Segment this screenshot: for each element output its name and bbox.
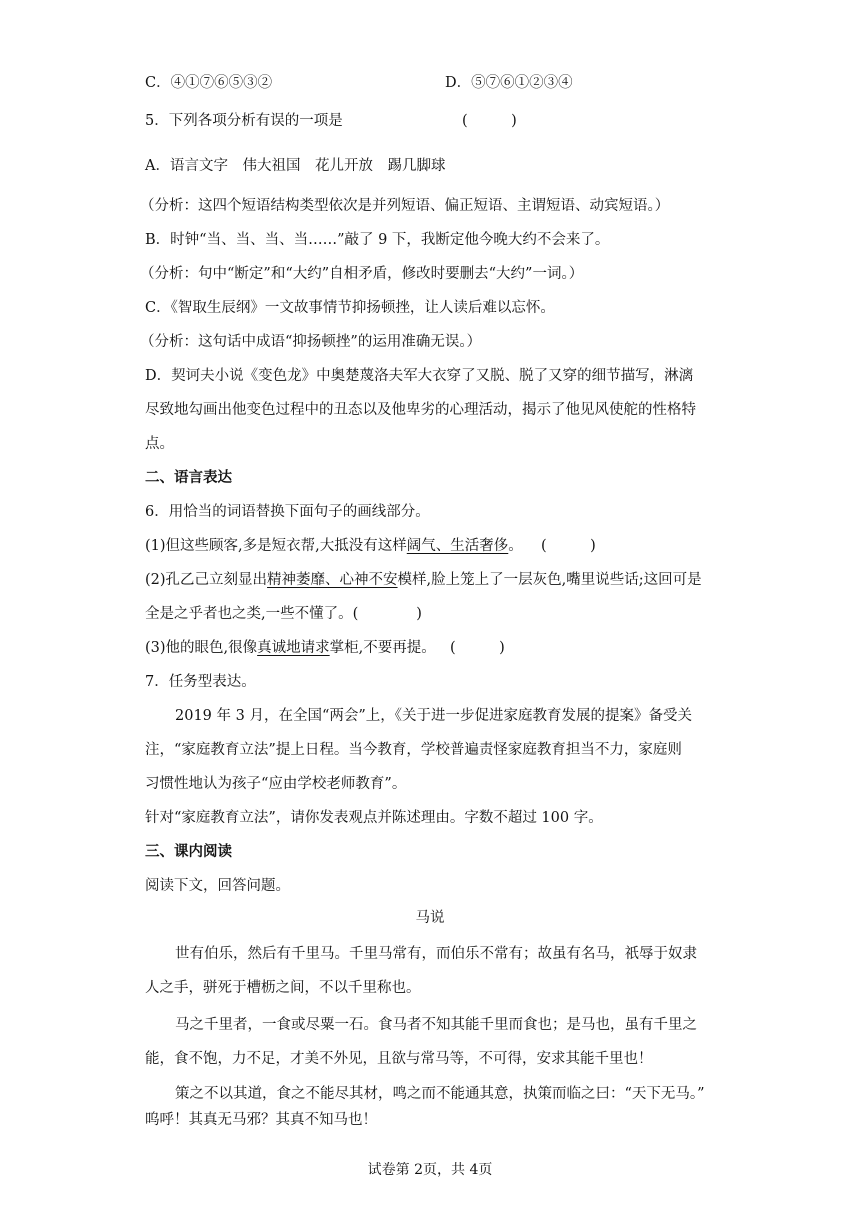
q5-option-b-note: （分析：句中“断定”和“大约”自相矛盾，修改时要删去“大约”一词。） — [140, 266, 584, 282]
reading-paragraph-line: 能，食不饱，力不足，才美不外见，且欲与常马等，不可得，安求其能千里也！ — [145, 1051, 653, 1067]
q5-option-d-line: D．契诃夫小说《变色龙》中奥楚蔑洛夫军大衣穿了又脱、脱了又穿的细节描写，淋漓 — [145, 368, 694, 384]
reading-paragraph-line: 呜呼！其真无马邪？其真不知马也！ — [145, 1112, 377, 1128]
reading-paragraph-line: 策之不以其道，食之不能尽其材，鸣之而不能通其意，执策而临之曰：“天下无马。” — [175, 1086, 705, 1102]
q6-sentence-1 — [145, 536, 523, 556]
q6-s3-text-end: 掌柜,不要再提。 — [329, 640, 436, 656]
section-heading-in-class-reading: 三、课内阅读 — [145, 843, 232, 860]
section-heading-language-expression: 二、语言表达 — [145, 469, 232, 486]
q6-s1-text: (1)但这些顾客,多是短衣帮,大抵没有这样 — [145, 538, 407, 554]
q6-s2-underlined: 精神萎靡、心神不安 — [267, 572, 398, 588]
reading-intro: 阅读下文，回答问题。 — [145, 878, 290, 894]
q6-s2-text: (2)孔乙己立刻显出 — [145, 572, 268, 588]
q5-answer-paren: ( ) — [462, 113, 517, 129]
q6-s1-underlined: 阔气、生活奢侈 — [406, 538, 509, 554]
q5-option-a-note: （分析：这四个短语结构类型依次是并列短语、偏正短语、主谓短语、动宾短语。） — [140, 198, 670, 214]
q4-option-d: D．⑤⑦⑥①②③④ — [445, 75, 573, 91]
reading-paragraph-line: 马之千里者，一食或尽粟一石。食马者不知其能千里而食也；是马也，虽有千里之 — [175, 1017, 697, 1033]
q5-option-c-note: （分析：这句话中成语“抑扬顿挫”的运用准确无误。） — [140, 334, 482, 350]
q5-option-a: A．语言文字 伟大祖国 花儿开放 踢几脚球 — [145, 158, 446, 174]
q5-option-b: B．时钟“当、当、当、当……”敲了 9 下，我断定他今晚大约不会来了。 — [145, 232, 610, 248]
q6-s2-text-end: 模样,脸上笼上了一层灰色,嘴里说些话;这回可是 — [397, 572, 702, 588]
q7-stem: 7．任务型表达。 — [145, 674, 256, 690]
q4-option-c: C．④①⑦⑥⑤③② — [145, 75, 273, 91]
q6-s3-answer-paren: ( ) — [450, 640, 505, 656]
q5-stem: 5．下列各项分析有误的一项是 — [145, 113, 343, 129]
q6-s1-answer-paren: ( ) — [541, 538, 596, 554]
q5-option-d-line: 尽致地勾画出他变色过程中的丑态以及他卑劣的心理活动，揭示了他见风使舵的性格特 — [145, 402, 696, 418]
q6-s1-text-end: 。 — [508, 538, 523, 554]
q7-task: 针对“家庭教育立法”，请你发表观点并陈述理由。字数不超过 100 字。 — [145, 810, 603, 826]
q6-s3-underlined: 真诚地请求 — [257, 640, 330, 656]
q6-stem: 6．用恰当的词语替换下面句子的画线部分。 — [145, 504, 430, 520]
reading-title: 马说 — [415, 910, 445, 926]
q5-option-d-line: 点。 — [145, 436, 174, 452]
q7-paragraph-line: 2019 年 3 月，在全国“两会”上，《关于进一步促进家庭教育发展的提案》备受关 — [175, 708, 693, 724]
reading-paragraph-line: 人之手，骈死于槽枥之间，不以千里称也。 — [145, 980, 421, 996]
q6-sentence-2-cont: 全是之乎者也之类,一些不懂了。( ) — [145, 606, 422, 622]
q6-sentence-3 — [145, 638, 436, 658]
q7-paragraph-line: 习惯性地认为孩子“应由学校老师教育”。 — [145, 776, 407, 792]
page-footer: 试卷第 2页，共 4页 — [367, 1162, 493, 1178]
q6-sentence-2 — [145, 570, 702, 590]
reading-paragraph-line: 世有伯乐，然后有千里马。千里马常有，而伯乐不常有；故虽有名马，祇辱于奴隶 — [175, 946, 697, 962]
q7-paragraph-line: 注，“家庭教育立法”提上日程。当今教育，学校普遍责怪家庭教育担当不力，家庭则 — [145, 742, 682, 758]
q5-option-c: C．《智取生辰纲》一文故事情节抑扬顿挫，让人读后难以忘怀。 — [145, 300, 555, 316]
q6-s3-text: (3)他的眼色,很像 — [145, 640, 258, 656]
